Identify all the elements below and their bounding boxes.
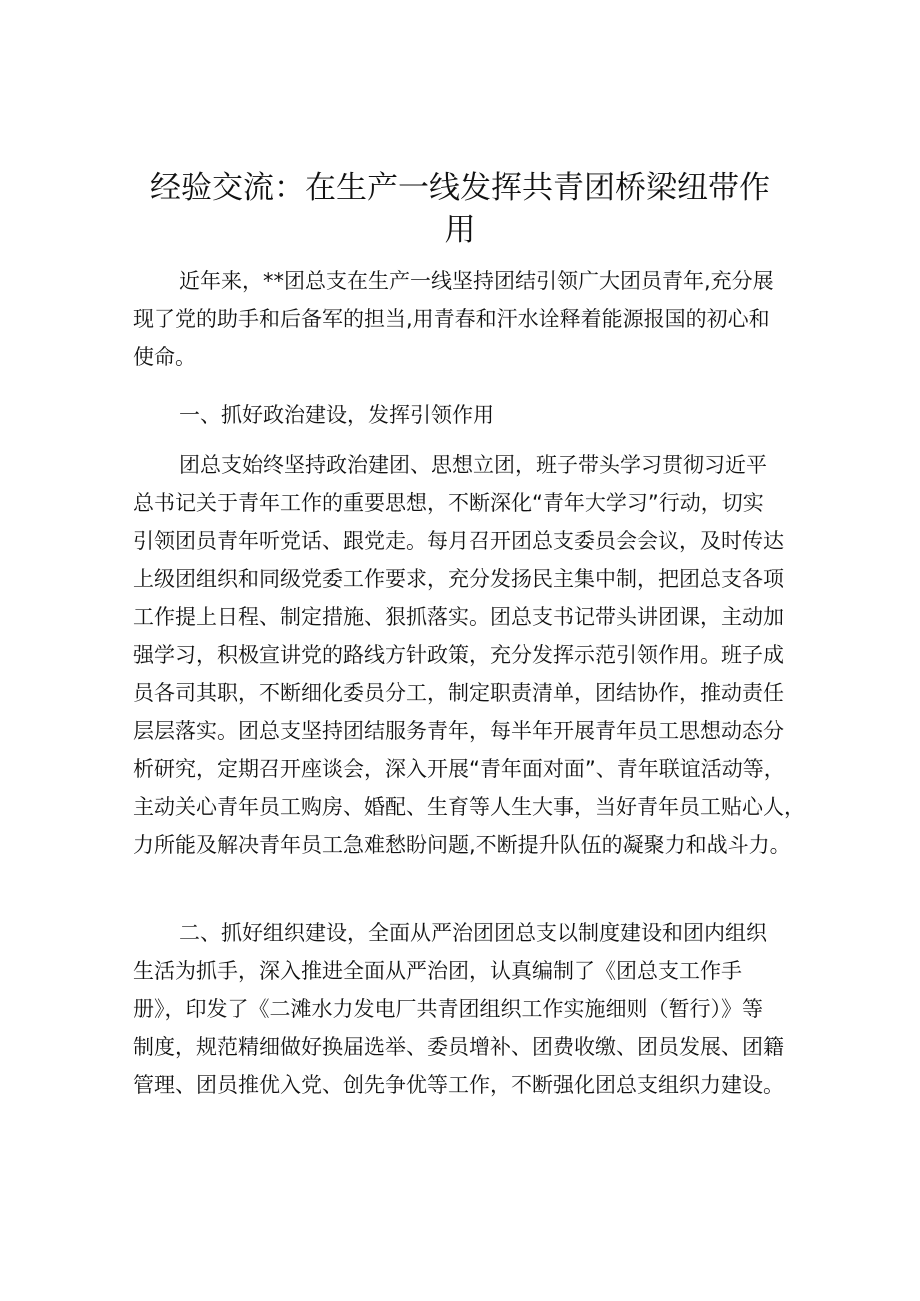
- paragraph-line: 工作提上日程、制定措施、狠抓落实。团总支书记带头讲团课，主动加: [133, 605, 784, 629]
- paragraph-line: 近年来，**团总支在生产一线坚持团结引领广大团员青年,充分展: [179, 269, 774, 293]
- intro-paragraph: [133, 262, 813, 376]
- paragraph-line: 层层落实。团总支坚持团结服务青年，每半年开展青年员工思想动态分: [133, 719, 784, 743]
- document-title-line-2: 用: [444, 212, 476, 248]
- paragraph-line: 总书记关于青年工作的重要思想，不断深化“青年大学习”行动，切实: [133, 491, 764, 515]
- paragraph-line: 册》，印发了《二滩水力发电厂共青团组织工作实施细则（暂行）》等: [133, 997, 763, 1021]
- section-heading-1: [133, 396, 813, 434]
- paragraph-line: 生活为抓手，深入推进全面从严治团，认真编制了《团总支工作手: [133, 959, 742, 983]
- section-heading-text: 一、抓好政治建设，发挥引领作用: [179, 403, 494, 427]
- paragraph-line: 现了党的助手和后备军的担当,用青春和汗水诠释着能源报国的初心和: [133, 307, 770, 331]
- paragraph-line: 管理、团员推优入党、创先争优等工作，不断强化团总支组织力建设。: [133, 1073, 784, 1097]
- paragraph-line: 使命。: [133, 345, 196, 369]
- paragraph-line: 析研究，定期召开座谈会，深入开展“青年面对面”、青年联谊活动等，: [133, 757, 785, 781]
- paragraph-line: 力所能及解决青年员工急难愁盼问题,不断提升队伍的凝聚力和战斗力。: [133, 833, 791, 857]
- section-2-paragraph: [133, 914, 813, 1104]
- paragraph-line: 强学习，积极宣讲党的路线方针政策，充分发挥示范引领作用。班子成: [133, 643, 784, 667]
- paragraph-line: 二、抓好组织建设，全面从严治团团总支以制度建设和团内组织: [179, 921, 767, 945]
- paragraph-line: 引领团员青年听党话、跟党走。每月召开团总支委员会会议，及时传达: [133, 529, 784, 553]
- paragraph-line: 制度，规范精细做好换届选举、委员增补、团费收缴、团员发展、团籍: [133, 1035, 784, 1059]
- document-title-line-1: 经验交流：在生产一线发挥共青团桥梁纽带作: [150, 170, 770, 206]
- paragraph-line: 主动关心青年员工购房、婚配、生育等人生大事，当好青年员工贴心人，: [133, 795, 805, 819]
- section-1-paragraph: [133, 446, 813, 864]
- paragraph-line: 员各司其职，不断细化委员分工，制定职责清单，团结协作，推动责任: [133, 681, 784, 705]
- paragraph-line: 上级团组织和同级党委工作要求，充分发扬民主集中制，把团总支各项: [133, 567, 784, 591]
- paragraph-line: 团总支始终坚持政治建团、思想立团，班子带头学习贯彻习近平: [179, 453, 767, 477]
